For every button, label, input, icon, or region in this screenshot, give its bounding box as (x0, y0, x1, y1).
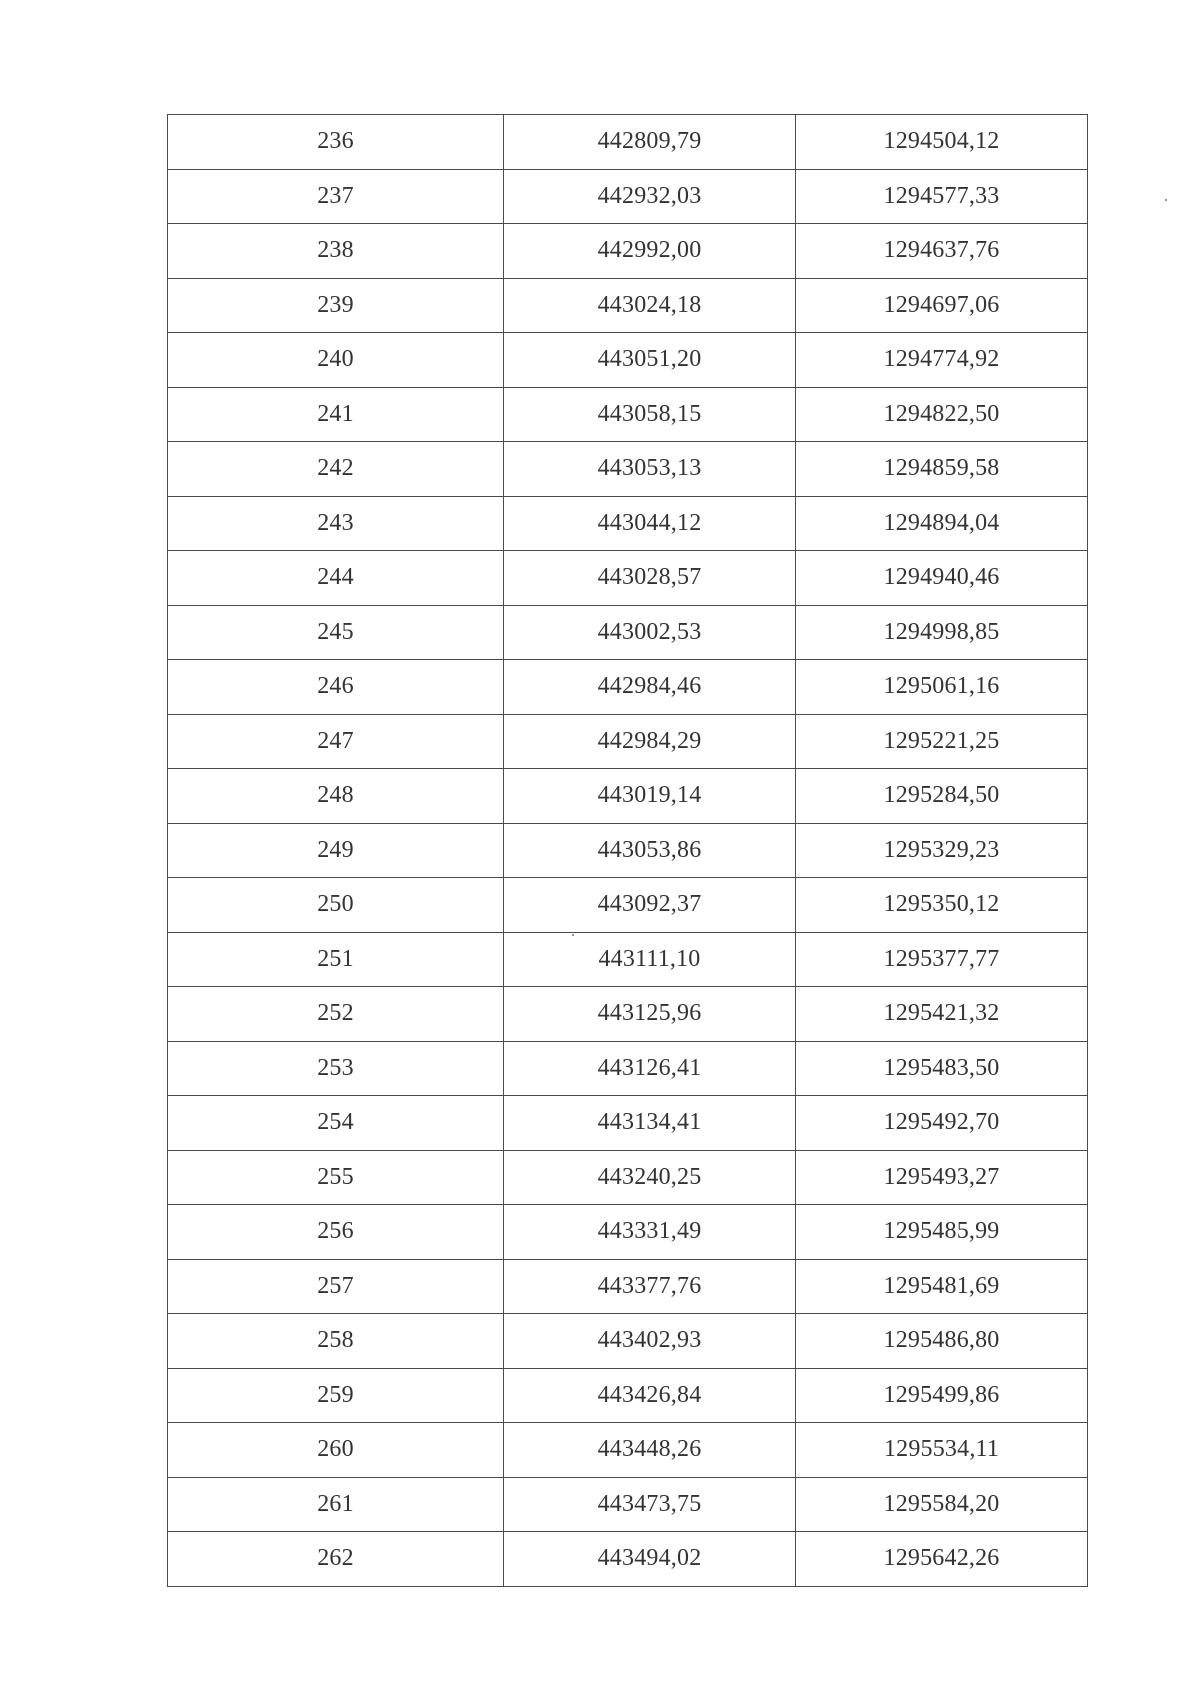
x-coordinate-cell: 443053,86 (504, 823, 796, 878)
point-number-cell: 248 (168, 769, 504, 824)
point-number-cell: 241 (168, 387, 504, 442)
table-row (168, 496, 1088, 551)
point-number-cell: 244 (168, 551, 504, 606)
y-coordinate-cell: 1295221,25 (796, 714, 1088, 769)
x-coordinate-cell: 443053,13 (504, 442, 796, 497)
table-row (168, 169, 1088, 224)
x-coordinate-cell: 442809,79 (504, 115, 796, 170)
x-coordinate-cell: 443448,26 (504, 1423, 796, 1478)
point-number-cell: 242 (168, 442, 504, 497)
table-row (168, 1532, 1088, 1587)
table-row (168, 115, 1088, 170)
point-number-cell: 260 (168, 1423, 504, 1478)
y-coordinate-cell: 1294998,85 (796, 605, 1088, 660)
point-number-cell: 250 (168, 878, 504, 933)
table-row (168, 660, 1088, 715)
table-row (168, 769, 1088, 824)
scan-speck (572, 934, 574, 936)
table-row (168, 823, 1088, 878)
point-number-cell: 245 (168, 605, 504, 660)
table-row (168, 1205, 1088, 1260)
y-coordinate-cell: 1294894,04 (796, 496, 1088, 551)
point-number-cell: 237 (168, 169, 504, 224)
point-number-cell: 236 (168, 115, 504, 170)
coordinates-table-body (168, 115, 1088, 1587)
y-coordinate-cell: 1295350,12 (796, 878, 1088, 933)
table-row (168, 932, 1088, 987)
x-coordinate-cell: 443002,53 (504, 605, 796, 660)
point-number-cell: 254 (168, 1096, 504, 1151)
table-row (168, 1150, 1088, 1205)
y-coordinate-cell: 1294859,58 (796, 442, 1088, 497)
scan-speck (1165, 199, 1167, 201)
x-coordinate-cell: 443125,96 (504, 987, 796, 1042)
table-row (168, 1477, 1088, 1532)
y-coordinate-cell: 1295486,80 (796, 1314, 1088, 1369)
table-row (168, 605, 1088, 660)
y-coordinate-cell: 1294774,92 (796, 333, 1088, 388)
x-coordinate-cell: 443426,84 (504, 1368, 796, 1423)
x-coordinate-cell: 442984,46 (504, 660, 796, 715)
x-coordinate-cell: 443126,41 (504, 1041, 796, 1096)
y-coordinate-cell: 1295421,32 (796, 987, 1088, 1042)
y-coordinate-cell: 1295642,26 (796, 1532, 1088, 1587)
y-coordinate-cell: 1295483,50 (796, 1041, 1088, 1096)
point-number-cell: 246 (168, 660, 504, 715)
y-coordinate-cell: 1295061,16 (796, 660, 1088, 715)
y-coordinate-cell: 1295481,69 (796, 1259, 1088, 1314)
table-row (168, 1096, 1088, 1151)
x-coordinate-cell: 443092,37 (504, 878, 796, 933)
table-row (168, 333, 1088, 388)
point-number-cell: 243 (168, 496, 504, 551)
point-number-cell: 259 (168, 1368, 504, 1423)
y-coordinate-cell: 1295329,23 (796, 823, 1088, 878)
y-coordinate-cell: 1294940,46 (796, 551, 1088, 606)
table-row (168, 278, 1088, 333)
x-coordinate-cell: 443473,75 (504, 1477, 796, 1532)
x-coordinate-cell: 443111,10 (504, 932, 796, 987)
point-number-cell: 257 (168, 1259, 504, 1314)
y-coordinate-cell: 1294822,50 (796, 387, 1088, 442)
point-number-cell: 239 (168, 278, 504, 333)
y-coordinate-cell: 1295534,11 (796, 1423, 1088, 1478)
point-number-cell: 256 (168, 1205, 504, 1260)
point-number-cell: 249 (168, 823, 504, 878)
point-number-cell: 261 (168, 1477, 504, 1532)
y-coordinate-cell: 1294504,12 (796, 115, 1088, 170)
point-number-cell: 262 (168, 1532, 504, 1587)
x-coordinate-cell: 442932,03 (504, 169, 796, 224)
x-coordinate-cell: 443240,25 (504, 1150, 796, 1205)
point-number-cell: 238 (168, 224, 504, 279)
y-coordinate-cell: 1295493,27 (796, 1150, 1088, 1205)
x-coordinate-cell: 443051,20 (504, 333, 796, 388)
point-number-cell: 258 (168, 1314, 504, 1369)
table-row (168, 1259, 1088, 1314)
x-coordinate-cell: 442992,00 (504, 224, 796, 279)
point-number-cell: 255 (168, 1150, 504, 1205)
y-coordinate-cell: 1295492,70 (796, 1096, 1088, 1151)
y-coordinate-cell: 1294697,06 (796, 278, 1088, 333)
y-coordinate-cell: 1295485,99 (796, 1205, 1088, 1260)
point-number-cell: 253 (168, 1041, 504, 1096)
point-number-cell: 240 (168, 333, 504, 388)
table-row (168, 1041, 1088, 1096)
x-coordinate-cell: 443134,41 (504, 1096, 796, 1151)
x-coordinate-cell: 443494,02 (504, 1532, 796, 1587)
x-coordinate-cell: 443024,18 (504, 278, 796, 333)
table-row (168, 714, 1088, 769)
x-coordinate-cell: 443331,49 (504, 1205, 796, 1260)
table-row (168, 1368, 1088, 1423)
y-coordinate-cell: 1294577,33 (796, 169, 1088, 224)
y-coordinate-cell: 1294637,76 (796, 224, 1088, 279)
point-number-cell: 252 (168, 987, 504, 1042)
x-coordinate-cell: 443019,14 (504, 769, 796, 824)
table-row (168, 1314, 1088, 1369)
table-row (168, 387, 1088, 442)
y-coordinate-cell: 1295584,20 (796, 1477, 1088, 1532)
point-number-cell: 247 (168, 714, 504, 769)
x-coordinate-cell: 443044,12 (504, 496, 796, 551)
x-coordinate-cell: 443028,57 (504, 551, 796, 606)
table-row (168, 224, 1088, 279)
x-coordinate-cell: 443377,76 (504, 1259, 796, 1314)
coordinates-table (167, 114, 1088, 1587)
x-coordinate-cell: 443402,93 (504, 1314, 796, 1369)
y-coordinate-cell: 1295377,77 (796, 932, 1088, 987)
y-coordinate-cell: 1295499,86 (796, 1368, 1088, 1423)
y-coordinate-cell: 1295284,50 (796, 769, 1088, 824)
table-row (168, 1423, 1088, 1478)
point-number-cell: 251 (168, 932, 504, 987)
x-coordinate-cell: 442984,29 (504, 714, 796, 769)
table-row (168, 442, 1088, 497)
table-row (168, 551, 1088, 606)
table-row (168, 987, 1088, 1042)
x-coordinate-cell: 443058,15 (504, 387, 796, 442)
table-row (168, 878, 1088, 933)
